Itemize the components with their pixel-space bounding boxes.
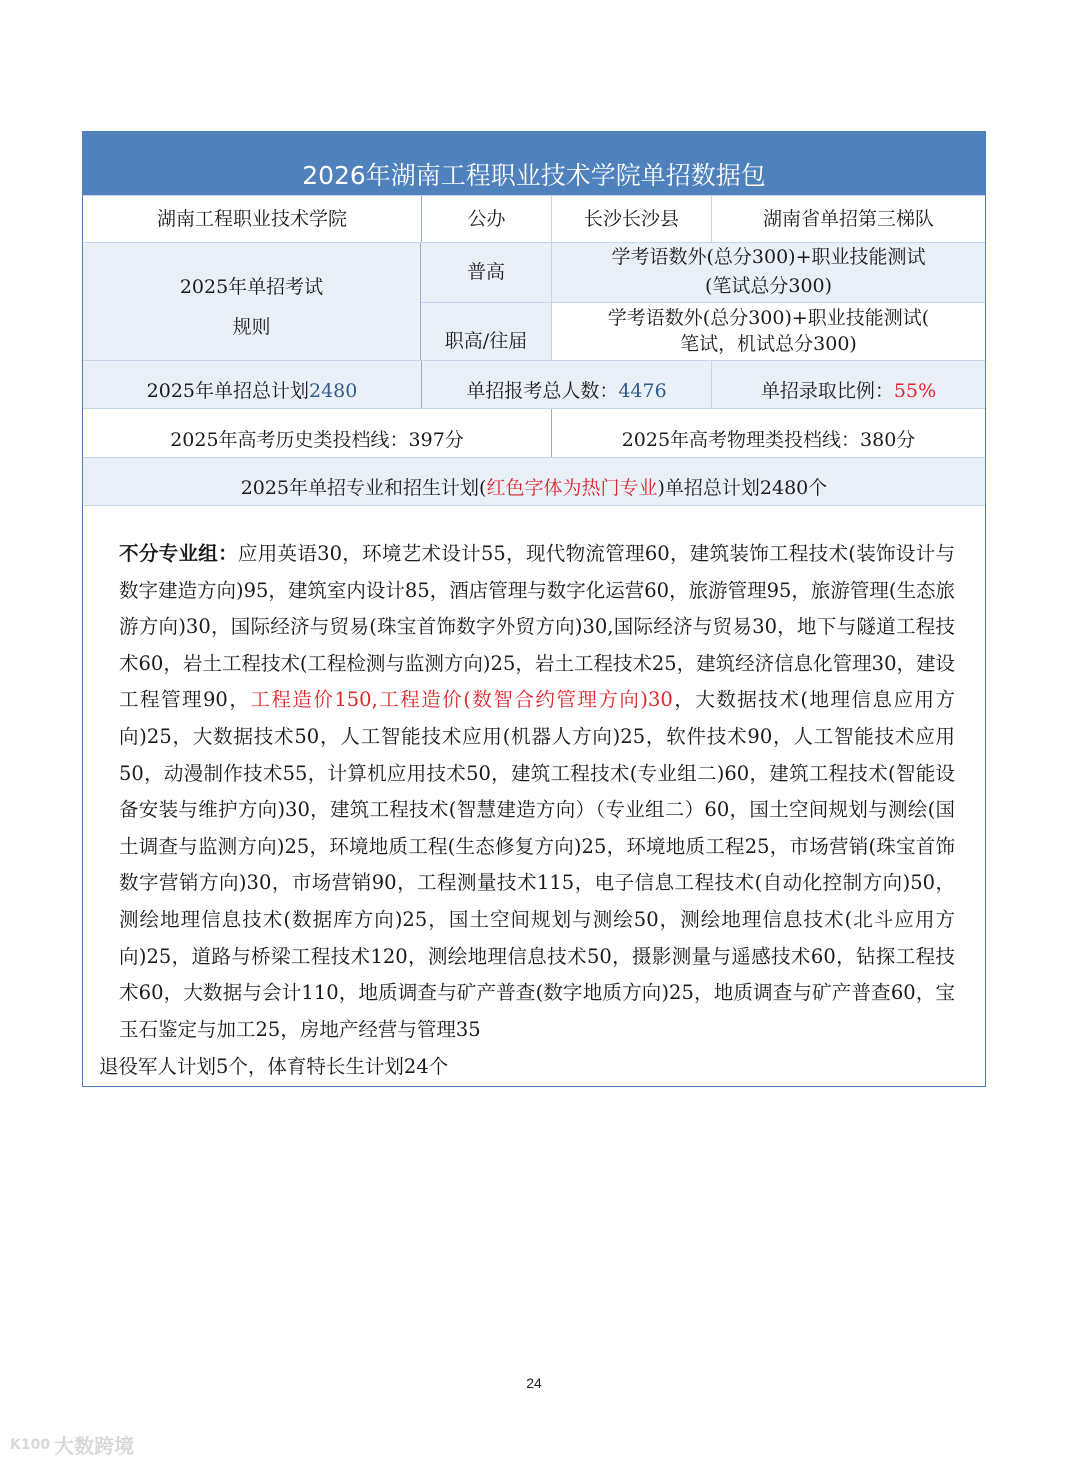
hot-majors-note: 红色字体为热门专业 [486, 477, 658, 499]
document-title: 2026年湖南工程职业技术学院单招数据包 [83, 132, 985, 195]
total-plan [83, 361, 421, 408]
physics-cutoff: 2025年高考物理类投档线：380分 [551, 409, 985, 457]
rule-vocational-line1: 学考语数外(总分300)+职业技能测试( [607, 307, 930, 330]
watermark-brand: 大数跨境 [54, 1434, 135, 1458]
admissions-data-table [82, 131, 986, 1087]
total-plan-label: 2025年单招总计划 [146, 380, 309, 402]
total-plan-value: 2480 [309, 380, 358, 402]
rule-vocational-text [551, 303, 985, 360]
exam-rules-label-line2: 规则 [232, 315, 271, 338]
admission-ratio [711, 361, 985, 408]
majors-header-suffix: )单招总计划2480个 [657, 477, 828, 499]
majors-text-continued: ，大数据技术(地理信息应用方向)25，大数据技术50，人工智能技术应用(机器人方向)25，软件技术90，人工智能技术应用50，动漫制作技术55，计算机应用技术50，建筑工程技术(专业组二)60，建筑工程技术(智能设备安装与维护方向)30，建筑工程技术(智慧建造方向）（专业组二）60，国土空间规划与测绘(国土调查与监测方向)25，环境地质工程(生态修复方向)25，环境地质工程25，市场营销(珠宝首饰数字营销方向)30，市场营销90，工程测量技术115，电子信息工程技术(自动化控制方向)50，测绘地理信息技术(数据库方向)25，国土空间规划与测绘50，测绘地理信息技术(北斗应用方向)25，道路与桥梁工程技术120，测绘地理信息技术50，摄影测量与遥感技术60，钻探工程技术60，大数据与会计110，地质调查与矿产普查(数字地质方向)25，地质调查与矿产普查60，宝玉石鉴定与加工25，房地产经营与管理35 [119, 688, 955, 1041]
special-plans-note: 退役军人计划5个，体育特长生计划24个 [99, 1055, 449, 1079]
exam-rules-label [83, 243, 420, 360]
rule-general-line2: (笔试总分300) [704, 275, 833, 298]
admission-ratio-label: 单招录取比例： [760, 380, 894, 402]
majors-header-row [83, 457, 985, 505]
majors-section [83, 505, 985, 1086]
majors-header [83, 458, 985, 505]
rule-general-text [551, 243, 985, 302]
school-location: 长沙长沙县 [551, 196, 711, 242]
cutoff-row [83, 408, 985, 457]
majors-list [83, 506, 985, 1052]
rule-general-label: 普高 [466, 261, 505, 284]
total-applicants-label: 单招报考总人数： [466, 380, 619, 402]
rule-vocational-label: 职高/往届 [421, 303, 551, 360]
rule-vocational-line2: 笔试，机试总分300) [680, 333, 857, 356]
rule-general-line1: 学考语数外(总分300)+职业技能测试 [611, 246, 926, 269]
rule-vocational [421, 302, 985, 360]
majors-text: 应用英语30，环境艺术设计55，现代物流管理60，建筑装饰工程技术(装饰设计与数字建造方向)95，建筑室内设计85，酒店管理与数字化运营60，旅游管理95，旅游管理(生态旅游方向)30，国际经济与贸易(珠宝首饰数字外贸方向)30,国际经济与贸易30，地下与隧道工程技术60，岩土工程技术(工程检测与监测方向)25，岩土工程技术25，建筑经济信息化管理30，建设工程管理90， [119, 542, 955, 712]
exam-rules-label-line1: 2025年单招考试 [179, 275, 324, 298]
school-tier: 湖南省单招第三梯队 [711, 196, 985, 242]
school-type: 公办 [421, 196, 551, 242]
watermark-logo-icon: K100 [10, 1436, 51, 1453]
total-applicants [421, 361, 711, 408]
info-row [83, 195, 985, 242]
school-name: 湖南工程职业技术学院 [156, 208, 347, 230]
exam-rules-row [83, 242, 985, 360]
total-applicants-value: 4476 [618, 380, 667, 402]
hot-majors-text: 工程造价150,工程造价(数智合约管理方向)30 [250, 688, 673, 712]
stats-row [83, 360, 985, 408]
rule-general [421, 243, 985, 302]
watermark [10, 1430, 134, 1459]
majors-header-prefix: 2025年单招专业和招生计划( [240, 477, 487, 499]
admission-ratio-value: 55% [893, 380, 937, 402]
page-number: 24 [526, 1375, 542, 1391]
majors-group-label: 不分专业组： [119, 542, 238, 565]
history-cutoff: 2025年高考历史类投档线：397分 [170, 429, 464, 451]
